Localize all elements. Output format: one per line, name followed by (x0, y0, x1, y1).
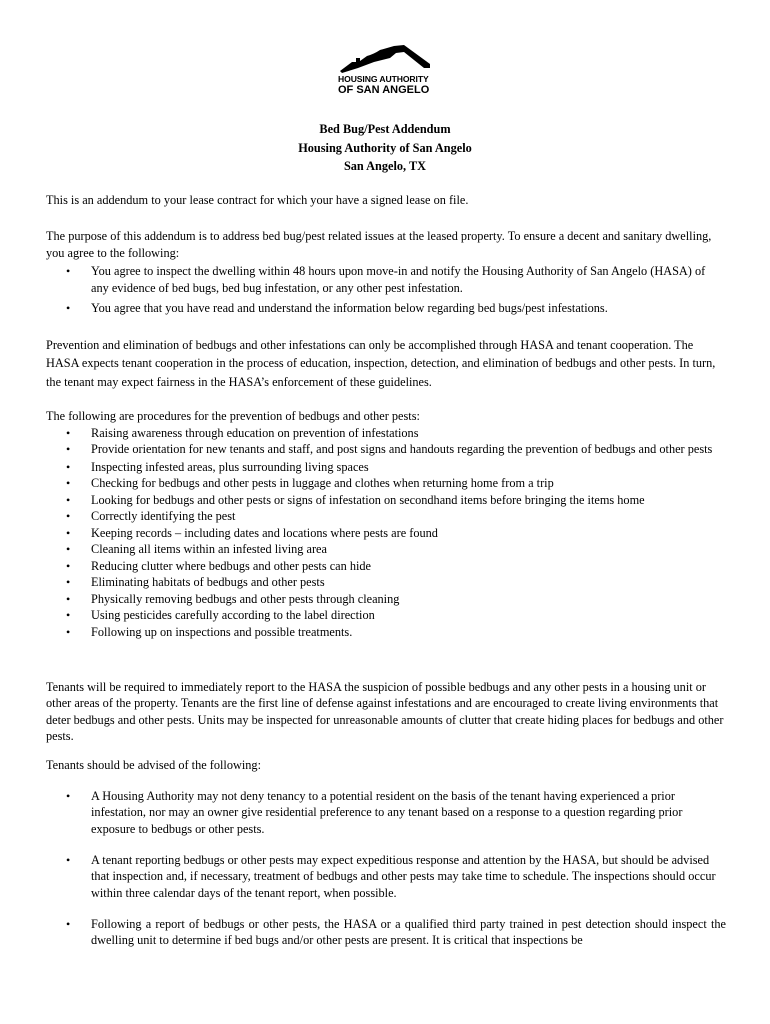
advised-list (46, 788, 726, 837)
procedures-text: The following are procedures for the prevention of bedbugs and other pests: (46, 409, 420, 423)
procedures-section (46, 408, 726, 640)
logo-line2: OF SAN ANGELO (338, 84, 430, 96)
list-item: • Correctly identifying the pest (46, 508, 726, 525)
list-item: • Provide orientation for new tenants and staff, and post signs and handouts regarding the prevention of bedbugs and other pests (46, 441, 726, 459)
list-item: • Checking for bedbugs and other pests in luggage and clothes when returning home from a trip (46, 475, 726, 492)
list-item: • Raising awareness through education on prevention of infestations (46, 425, 726, 442)
procedures-list (46, 425, 726, 641)
list-item: • You agree that you have read and understand the information below regarding bed bugs/pest infestations. (46, 300, 726, 317)
list-item: • Looking for bedbugs and other pests or signs of infestation on secondhand items before bringing the items home (46, 492, 726, 509)
title-line2: Housing Authority of San Angelo (298, 140, 472, 155)
logo-text (338, 74, 429, 95)
list-item: • Following a report of bedbugs or other pests, the HASA or a qualified third party trained in pest detection should inspect the dwelling unit to determine if bed bugs and/or other pests are present. It is critical that inspections be (46, 916, 726, 949)
purpose-section (46, 228, 726, 317)
purpose-list (46, 263, 726, 317)
list-item: • Following up on inspections and possible treatments. (46, 624, 726, 641)
intro-paragraph: This is an addendum to your lease contract for which your have a signed lease on file. (46, 193, 469, 207)
advised-list (46, 852, 726, 901)
document-title (0, 120, 770, 176)
list-item: • Eliminating habitats of bedbugs and other pests (46, 574, 726, 591)
list-item: • A Housing Authority may not deny tenancy to a potential resident on the basis of the tenant having experienced a prior infestation, nor may an owner give residential preference to any tenant based on a response to a question regarding prior exposure to bedbugs or other pests. (46, 788, 726, 837)
list-item: • A tenant reporting bedbugs or other pests may expect expeditious response and attention by the HASA, but should be advised that inspection and, if necessary, treatment of bedbugs and other pests may take time to schedule. The inspections should occur within three calendar days of the tenant report, when possible. (46, 852, 726, 901)
list-item: • Reducing clutter where bedbugs and other pests can hide (46, 558, 726, 575)
list-item: • Using pesticides carefully according to the label direction (46, 607, 726, 624)
title-line1: Bed Bug/Pest Addendum (319, 122, 451, 136)
list-item: • Cleaning all items within an infested living area (46, 541, 726, 558)
report-paragraph: Tenants will be required to immediately report to the HASA the suspicion of possible bedbugs and any other pests in a housing unit or other areas of the property. Tenants are the first line of defense against infestations and are encouraged to create living environments that deter bedbugs and other pests. Units may be inspected for unreasonable amounts of clutter that create hiding places for bedbugs and other pests. (46, 680, 724, 744)
logo-line1: HOUSING AUTHORITY (338, 74, 429, 84)
list-item: • Physically removing bedbugs and other pests through cleaning (46, 591, 726, 608)
list-item: • You agree to inspect the dwelling within 48 hours upon move-in and notify the Housing Authority of San Angelo (HASA) of any evidence of bed bugs, bed bug infestation, or any other pest infestation. (46, 263, 726, 298)
purpose-text: The purpose of this addendum is to address bed bug/pest related issues at the leased property. To ensure a decent and sanitary dwelling, you agree to the following: (46, 229, 712, 261)
title-line3: San Angelo, TX (343, 159, 427, 173)
list-item: • Inspecting infested areas, plus surrounding living spaces (46, 459, 726, 476)
list-item: • Keeping records – including dates and locations where pests are found (46, 525, 726, 542)
advised-text: Tenants should be advised of the following: (46, 758, 261, 772)
prevention-paragraph: Prevention and elimination of bedbugs and other infestations can only be accomplished through HASA and tenant cooperation. The HASA expects tenant cooperation in the process of education, inspection, detection, and elimination of bedbugs and other pests. In turn, the tenant may expect fairness in the HASA’s enforcement of these guidelines. (46, 338, 716, 389)
advised-list (46, 916, 726, 949)
